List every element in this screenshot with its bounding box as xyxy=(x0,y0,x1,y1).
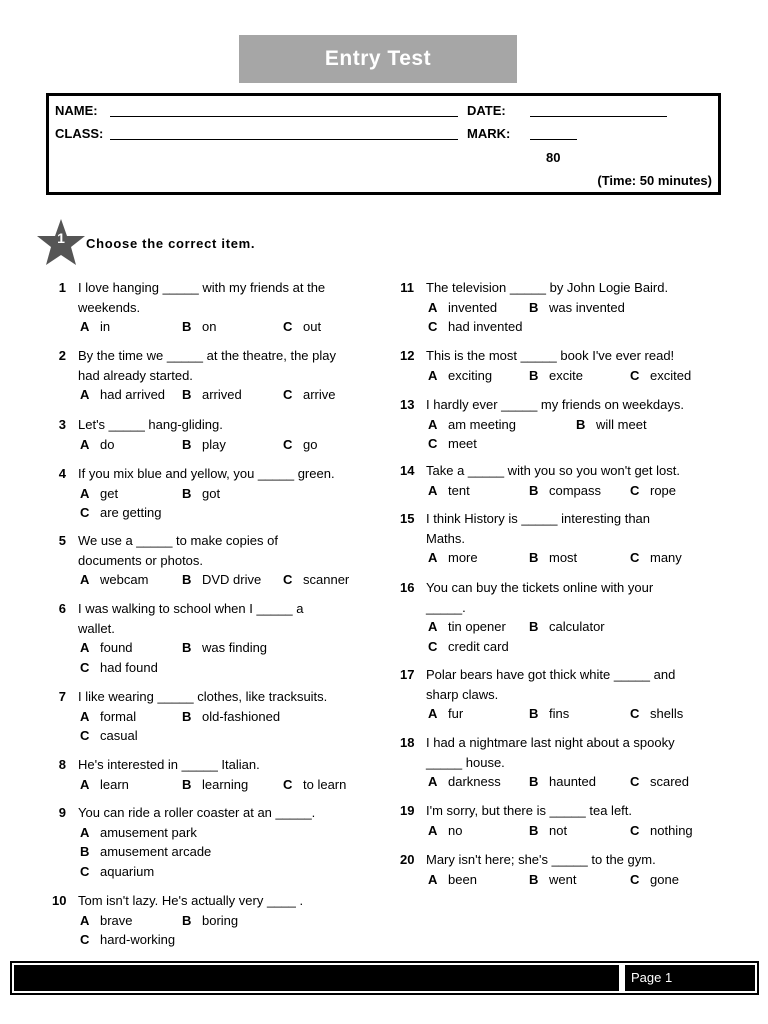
page-title: Entry Test xyxy=(324,47,432,70)
question-text: Tom isn't lazy. He's actually very ____ . xyxy=(78,893,304,908)
question-number: 13 xyxy=(400,397,415,412)
answer-option-a[interactable]: A learn xyxy=(80,776,129,792)
question-6 xyxy=(52,599,402,679)
answer-option-b[interactable]: B was finding xyxy=(182,640,268,655)
question-text: I think History is _____ interesting than Maths. xyxy=(426,511,651,546)
question-number: 10 xyxy=(52,893,67,908)
answer-option-c[interactable]: C many xyxy=(630,550,682,565)
total-marks: 80 xyxy=(546,150,561,165)
answer-option-c[interactable]: C go xyxy=(283,436,318,452)
question-number: 14 xyxy=(400,463,415,478)
answer-option-c[interactable]: C casual xyxy=(80,728,138,743)
question-text: You can ride a roller coaster at an _____. xyxy=(78,805,316,820)
question-text: Mary isn't here; she's _____ to the gym. xyxy=(426,852,656,867)
answer-option-b[interactable]: B calculator xyxy=(529,619,605,634)
answer-option-c[interactable]: C meet xyxy=(428,436,477,451)
date-label: DATE: xyxy=(467,103,506,118)
class-field[interactable] xyxy=(110,139,458,140)
question-number: 6 xyxy=(58,601,66,616)
answer-option-c[interactable]: C scared xyxy=(630,774,690,789)
answer-option-b[interactable]: B DVD drive xyxy=(182,572,262,587)
question-10 xyxy=(52,891,402,971)
question-20 xyxy=(400,850,750,930)
date-field[interactable] xyxy=(530,116,667,117)
answer-option-c[interactable]: C credit card xyxy=(428,638,509,654)
answer-option-c[interactable]: C are getting xyxy=(80,505,162,520)
question-number: 3 xyxy=(58,417,66,432)
answer-option-b[interactable]: B was invented xyxy=(529,299,625,315)
question-text: I'm sorry, but there is _____ tea left. xyxy=(426,803,633,818)
answer-option-b[interactable]: B excite xyxy=(529,367,583,383)
answer-option-a[interactable]: A am meeting xyxy=(428,416,516,432)
answer-option-b[interactable]: B amusement arcade xyxy=(80,844,212,859)
question-text: By the time we _____ at the theatre, the play had already started. xyxy=(78,348,336,383)
question-number: 19 xyxy=(400,803,415,818)
answer-option-a[interactable]: A been xyxy=(428,871,477,887)
mark-field[interactable] xyxy=(530,139,577,140)
question-text: He's interested in _____ Italian. xyxy=(78,757,260,772)
question-text: Take a _____ with you so you won't get lost. xyxy=(426,463,680,478)
section-instruction xyxy=(36,218,536,268)
question-number: 15 xyxy=(400,511,415,526)
question-2 xyxy=(52,346,402,426)
answer-option-a[interactable]: A found xyxy=(80,640,133,655)
answer-option-a[interactable]: A darkness xyxy=(428,774,501,789)
answer-option-a[interactable]: A tin opener xyxy=(428,619,506,634)
question-text: I hardly ever _____ my friends on weekdays. xyxy=(426,397,684,412)
page-footer xyxy=(10,961,759,995)
answer-option-a[interactable]: A formal xyxy=(80,708,137,724)
question-text: If you mix blue and yellow, you _____ green. xyxy=(78,466,335,481)
answer-option-a[interactable]: A webcam xyxy=(80,572,149,587)
question-15 xyxy=(400,509,750,589)
question-text: This is the most _____ book I've ever read! xyxy=(426,348,675,363)
answer-option-a[interactable]: A invented xyxy=(428,299,498,315)
answer-option-c[interactable]: C arrive xyxy=(283,387,336,402)
answer-option-c[interactable]: C nothing xyxy=(630,822,693,838)
answer-option-b[interactable]: B old-fashioned xyxy=(182,708,281,724)
answer-option-b[interactable]: B haunted xyxy=(529,774,596,789)
question-text: The television _____ by John Logie Baird. xyxy=(426,280,669,295)
answer-option-b[interactable]: B on xyxy=(182,319,217,334)
question-number: 11 xyxy=(400,280,414,295)
answer-option-c[interactable]: C aquarium xyxy=(80,863,155,879)
question-text: I was walking to school when I _____ a wallet. xyxy=(78,601,304,636)
question-number: 12 xyxy=(400,348,415,363)
time-limit: (Time: 50 minutes) xyxy=(597,173,712,188)
answer-option-a[interactable]: A get xyxy=(80,485,119,501)
question-9 xyxy=(52,803,402,883)
question-text: You can buy the tickets online with your _____. xyxy=(426,580,654,615)
student-info-box xyxy=(46,93,721,195)
answer-option-b[interactable]: B will meet xyxy=(576,416,647,432)
question-text: Let's _____ hang-gliding. xyxy=(78,417,223,432)
answer-option-b[interactable]: B most xyxy=(529,550,578,565)
answer-option-b[interactable]: B not xyxy=(529,822,568,838)
answer-option-c[interactable]: C excited xyxy=(630,367,692,383)
question-number: 7 xyxy=(58,689,66,704)
answer-option-a[interactable]: A do xyxy=(80,436,115,452)
question-text: I had a nightmare last night about a spooky _____ house. xyxy=(426,735,675,770)
answer-option-b[interactable]: B boring xyxy=(182,912,239,928)
section-number: 1 xyxy=(57,230,65,246)
answer-option-b[interactable]: B fins xyxy=(529,706,570,721)
name-field[interactable] xyxy=(110,116,458,117)
question-number: 9 xyxy=(58,805,66,820)
question-text: Polar bears have got thick white _____ and sharp claws. xyxy=(426,667,676,702)
question-number: 5 xyxy=(58,533,66,548)
answer-option-b[interactable]: B play xyxy=(182,436,226,452)
question-number: 16 xyxy=(400,580,415,595)
answer-option-b[interactable]: B went xyxy=(529,871,577,887)
answer-option-c[interactable]: C hard-working xyxy=(80,932,176,947)
question-number: 8 xyxy=(58,757,66,772)
answer-option-c[interactable]: C to learn xyxy=(283,776,347,792)
answer-option-c[interactable]: C shells xyxy=(630,706,684,721)
answer-option-c[interactable]: C out xyxy=(283,319,322,334)
instruction-text: Choose the correct item. xyxy=(86,236,256,251)
answer-option-a[interactable]: A amusement park xyxy=(80,824,197,840)
answer-option-a[interactable]: A had arrived xyxy=(80,387,166,402)
name-label: NAME: xyxy=(55,103,98,118)
answer-option-a[interactable]: A no xyxy=(428,822,463,838)
title-banner xyxy=(239,35,517,83)
answer-option-b[interactable]: B compass xyxy=(529,482,602,498)
question-number: 1 xyxy=(58,280,66,295)
question-16 xyxy=(400,578,750,658)
question-text: I love hanging _____ with my friends at the weekends. xyxy=(78,280,326,315)
answer-option-b[interactable]: B arrived xyxy=(182,387,242,402)
answer-option-a[interactable]: A fur xyxy=(428,706,464,721)
answer-option-c[interactable]: C gone xyxy=(630,871,679,887)
question-number: 18 xyxy=(400,735,415,750)
answer-option-b[interactable]: B learning xyxy=(182,776,249,792)
question-number: 4 xyxy=(58,466,66,481)
question-number: 20 xyxy=(400,852,415,867)
answer-option-b[interactable]: B got xyxy=(182,485,221,501)
answer-option-a[interactable]: A in xyxy=(80,319,111,334)
answer-option-c[interactable]: C had invented xyxy=(428,319,523,334)
answer-option-a[interactable]: A brave xyxy=(80,912,133,928)
page-number: Page 1 xyxy=(623,965,755,991)
footer-bar xyxy=(14,965,619,991)
answer-option-a[interactable]: A more xyxy=(428,550,478,565)
answer-option-c[interactable]: C scanner xyxy=(283,572,350,587)
mark-label: MARK: xyxy=(467,126,511,141)
answer-option-a[interactable]: A tent xyxy=(428,482,470,498)
answer-option-c[interactable]: C rope xyxy=(630,482,677,498)
answer-option-a[interactable]: A exciting xyxy=(428,367,493,383)
question-number: 2 xyxy=(58,348,66,363)
class-label: CLASS: xyxy=(55,126,104,141)
question-number: 17 xyxy=(400,667,415,682)
question-text: We use a _____ to make copies of documents or photos. xyxy=(78,533,278,568)
answer-option-c[interactable]: C had found xyxy=(80,659,158,675)
question-text: I like wearing _____ clothes, like tracksuits. xyxy=(78,689,328,704)
